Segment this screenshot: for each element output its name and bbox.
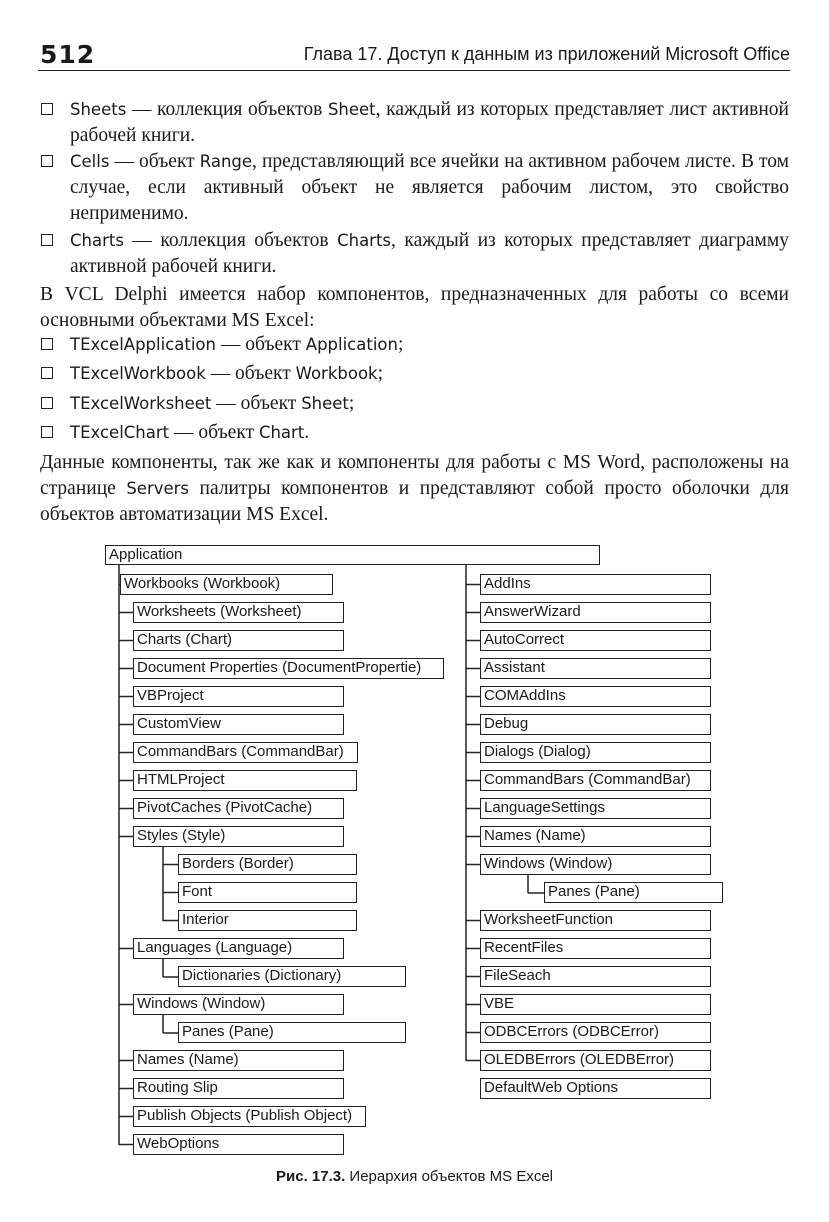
diagram-node-odbcerrors-odbcerror: ODBCErrors (ODBCError): [480, 1022, 711, 1043]
diagram-node-comaddins: COMAddIns: [480, 686, 711, 707]
figure-caption: [0, 1168, 829, 1185]
term: Workbook: [295, 364, 378, 383]
diagram-node-dictionaries-dictionary: Dictionaries (Dictionary): [178, 966, 406, 987]
list-item-text: ;: [397, 334, 404, 355]
diagram-node-fileseach: FileSeach: [480, 966, 711, 987]
diagram-node-names-name: Names (Name): [480, 826, 711, 847]
term: Chart: [258, 423, 305, 442]
diagram-node-styles-style: Styles (Style): [133, 826, 344, 847]
diagram-node-languages-language: Languages (Language): [133, 938, 344, 959]
diagram-node-customview: CustomView: [133, 714, 344, 735]
list-item-text: — объект: [109, 151, 200, 172]
list-item-text: .: [304, 422, 310, 443]
term: Sheet: [301, 394, 349, 413]
term: Cells: [70, 152, 110, 171]
diagram-node-charts-chart: Charts (Chart): [133, 630, 344, 651]
diagram-node-windows-window: Windows (Window): [480, 854, 711, 875]
list-item-text: — коллекция объектов: [126, 99, 328, 120]
list-item-text: — объект: [211, 393, 302, 414]
list-item-text: — объект: [215, 334, 306, 355]
list-item-text: , каждый из которых представляет диаграмму активной рабочей книги.: [70, 230, 789, 277]
diagram-node-addins: AddIns: [480, 574, 711, 595]
term: Sheets: [70, 100, 127, 119]
diagram-node-panes-pane: Panes (Pane): [544, 882, 723, 903]
term: Sheet: [327, 100, 376, 119]
term: Charts: [70, 231, 124, 250]
diagram-node-windows-window: Windows (Window): [133, 994, 344, 1015]
diagram-node-names-name: Names (Name): [133, 1050, 344, 1071]
diagram-node-workbooks-workbook: Workbooks (Workbook): [120, 574, 333, 595]
term: Servers: [126, 479, 190, 498]
term: TExcelChart: [70, 423, 170, 442]
caption-text: Иерархия объектов MS Excel: [345, 1168, 553, 1185]
list-item-text: — объект: [169, 422, 259, 443]
caption-label: Рис. 17.3.: [276, 1168, 346, 1185]
diagram-node-vbproject: VBProject: [133, 686, 344, 707]
paragraph-text: палитры компонентов и представляют собой просто оболочки для объектов автоматизации MS Excel.: [40, 478, 789, 525]
diagram-node-recentfiles: RecentFiles: [480, 938, 711, 959]
list-item-text: ;: [377, 363, 384, 384]
diagram-node-publish-objects-publish-object: Publish Objects (Publish Object): [133, 1106, 366, 1127]
diagram-node-vbe: VBE: [480, 994, 711, 1015]
diagram-node-routing-slip: Routing Slip: [133, 1078, 344, 1099]
diagram-node-dialogs-dialog: Dialogs (Dialog): [480, 742, 711, 763]
page-number: 512: [40, 40, 96, 69]
term: Application: [305, 335, 398, 354]
diagram-node-worksheetfunction: WorksheetFunction: [480, 910, 711, 931]
list-item-text: ;: [348, 393, 355, 414]
term: Range: [199, 152, 253, 171]
term: TExcelApplication: [70, 335, 216, 354]
paragraph-text: Данные компоненты, так же как и компоненты для работы с MS Word, расположены на странице: [40, 452, 789, 499]
diagram-node-font: Font: [178, 882, 357, 903]
paragraph: В VCL Delphi имеется набор компонентов, предназначенных для работы со всеми основными объектами MS Excel:: [40, 284, 789, 331]
list-item-text: — объект: [205, 363, 296, 384]
diagram-node-autocorrect: AutoCorrect: [480, 630, 711, 651]
term: TExcelWorkbook: [70, 364, 206, 383]
term: Charts: [337, 231, 392, 250]
diagram-node-languagesettings: LanguageSettings: [480, 798, 711, 819]
diagram-node-commandbars-commandbar: CommandBars (CommandBar): [133, 742, 358, 763]
diagram-node-htmlproject: HTMLProject: [133, 770, 357, 791]
list-item-text: — коллекция объектов: [123, 230, 338, 251]
diagram-node-panes-pane: Panes (Pane): [178, 1022, 406, 1043]
diagram-node-document-properties-documentpropertie: Document Properties (DocumentPropertie): [133, 658, 444, 679]
diagram-node-commandbars-commandbar: CommandBars (CommandBar): [480, 770, 711, 791]
diagram-node-oledberrors-oledberror: OLEDBErrors (OLEDBError): [480, 1050, 711, 1071]
chapter-title: Глава 17. Доступ к данным из приложений Microsoft Office: [303, 44, 790, 64]
diagram-node-borders-border: Borders (Border): [178, 854, 357, 875]
diagram-node-interior: Interior: [178, 910, 357, 931]
list-item-text: , представляющий все ячейки на активном рабочем листе. В том случае, если активный объект не является рабочим листом, это свойство неприменимо.: [70, 151, 789, 224]
diagram-node-assistant: Assistant: [480, 658, 711, 679]
diagram-node-pivotcaches-pivotcache: PivotCaches (PivotCache): [133, 798, 344, 819]
diagram-node-debug: Debug: [480, 714, 711, 735]
list-item-text: , каждый из которых представляет лист активной рабочей книги.: [70, 99, 789, 146]
term: TExcelWorksheet: [70, 394, 212, 413]
diagram-node-answerwizard: AnswerWizard: [480, 602, 711, 623]
diagram-node-defaultweb-options: DefaultWeb Options: [480, 1078, 711, 1099]
diagram-node-weboptions: WebOptions: [133, 1134, 344, 1155]
diagram-node-worksheets-worksheet: Worksheets (Worksheet): [133, 602, 344, 623]
diagram-node-application: Application: [105, 545, 600, 565]
